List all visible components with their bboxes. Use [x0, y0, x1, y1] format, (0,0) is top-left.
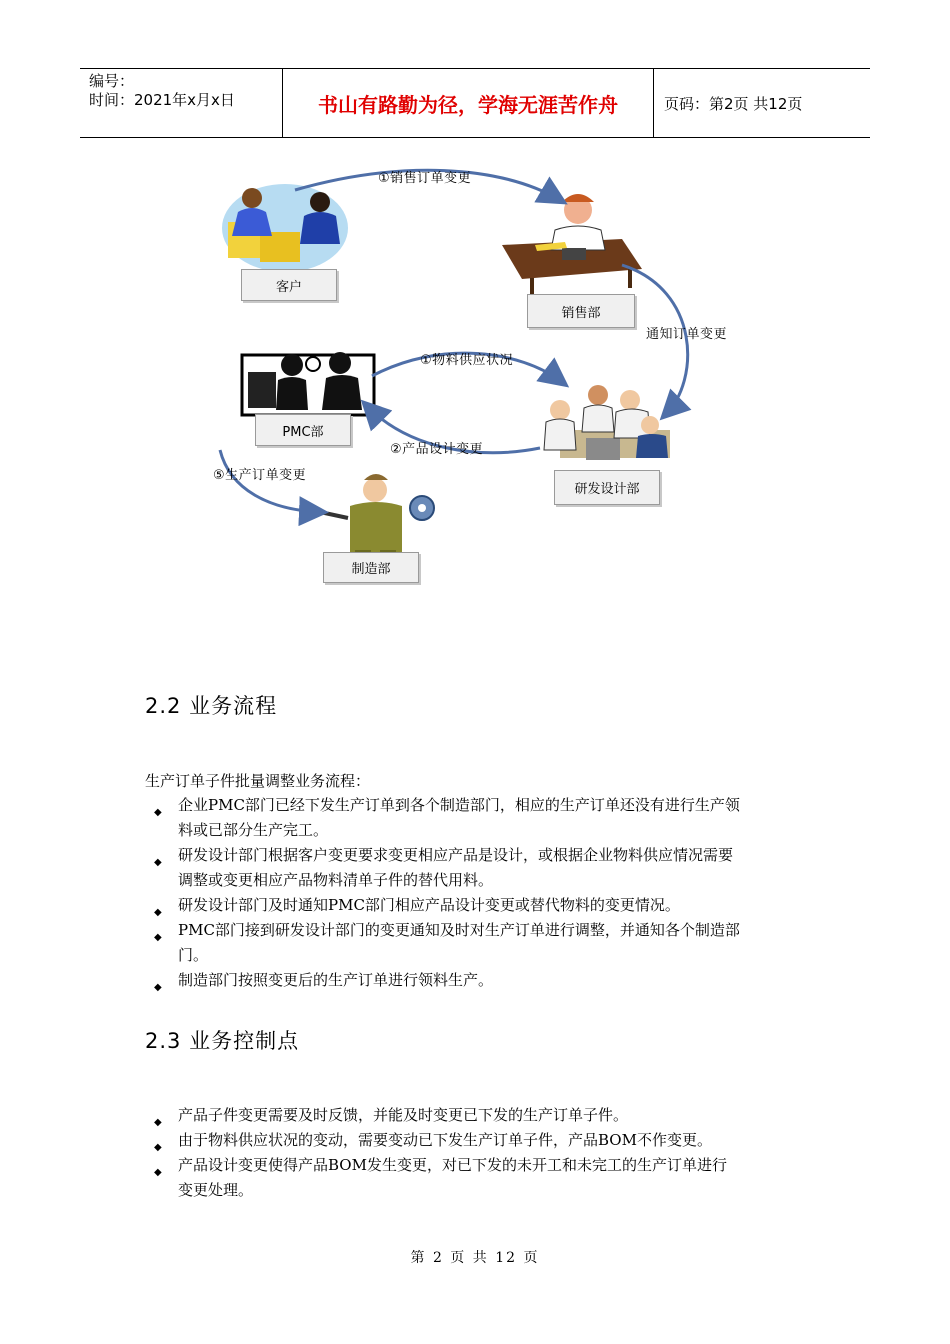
node-rd: 研发设计部: [554, 470, 660, 505]
bullet-icon: ◆: [154, 1167, 162, 1178]
section-2-2-intro: 生产订单子件批量调整业务流程：: [145, 772, 371, 790]
node-customer: 客户: [241, 269, 337, 301]
customer-illustration: [222, 184, 348, 272]
bullet-icon: ◆: [154, 807, 162, 818]
label-notify-order-change: 通知订单变更: [646, 327, 728, 342]
page-info-text: 页码：第2页 共12页: [664, 94, 803, 113]
doc-number-label: 编号：: [89, 72, 135, 90]
section-2-3-title: 2.3 业务控制点: [145, 1029, 300, 1053]
list-item: ◆ PMC部门接到研发设计部门的变更通知及时对生产订单进行调整，并通知各个制造部 门。: [154, 921, 740, 964]
label-sales-order-change: ①销售订单变更: [378, 171, 472, 186]
bullet-icon: ◆: [154, 982, 162, 993]
doc-time-label: 时间：2021年x月x日: [89, 91, 235, 109]
list-item: ◆ 研发设计部门根据客户变更要求变更相应产品是设计，或根据企业物料供应情况需要 调整或变更相应产品物料清单子件的替代用料。: [154, 846, 734, 889]
node-pmc: PMC部: [255, 414, 351, 446]
section-2-2-title: 2.2 业务流程: [145, 694, 278, 718]
list-item: ◆ 研发设计部门及时通知PMC部门相应产品设计变更或替代物料的变更情况。: [150, 893, 815, 918]
bullet-icon: ◆: [154, 857, 162, 868]
section-2-3-list: [150, 1103, 815, 1203]
list-item: ◆ 由于物料供应状况的变动，需要变动已下发生产订单子件，产品BOM不作变更。: [150, 1128, 815, 1153]
bullet-icon: ◆: [154, 1117, 162, 1128]
list-item: ◆ 企业PMC部门已经下发生产订单到各个制造部门，相应的生产订单还没有进行生产领 料或已部分生产完工。: [154, 796, 740, 839]
label-product-design-change: ②产品设计变更: [390, 442, 484, 457]
list-item: ◆ 制造部门按照变更后的生产订单进行领料生产。: [150, 968, 815, 993]
diagram-graphics: [200, 150, 760, 590]
list-item: ◆ 产品设计变更使得产品BOM发生变更，对已下发的未开工和未完工的生产订单进行 变更处理。: [154, 1156, 727, 1199]
section-2-2-list: [150, 793, 815, 993]
page-footer: 第 2 页 共 12 页: [410, 1250, 540, 1266]
bullet-icon: ◆: [154, 907, 162, 918]
label-production-order-change: ⑤生产订单变更: [213, 468, 307, 483]
sales-illustration: [502, 194, 642, 300]
header-page-info: [654, 69, 870, 137]
node-sales: 销售部: [527, 294, 635, 328]
change-flow-diagram: [200, 150, 760, 590]
list-item: ◆ 产品子件变更需要及时反馈，并能及时变更已下发的生产订单子件。: [150, 1103, 815, 1128]
node-manufacturing: 制造部: [323, 552, 419, 583]
header-meta: [80, 69, 283, 137]
bullet-icon: ◆: [154, 932, 162, 943]
label-material-supply: ①物料供应状况: [420, 353, 514, 368]
pmc-illustration: [242, 352, 374, 415]
bullet-icon: ◆: [154, 1142, 162, 1153]
page-header: [80, 68, 870, 138]
rd-illustration: [544, 385, 670, 460]
header-motto: 书山有路勤为径，学海无涯苦作舟: [283, 69, 654, 137]
